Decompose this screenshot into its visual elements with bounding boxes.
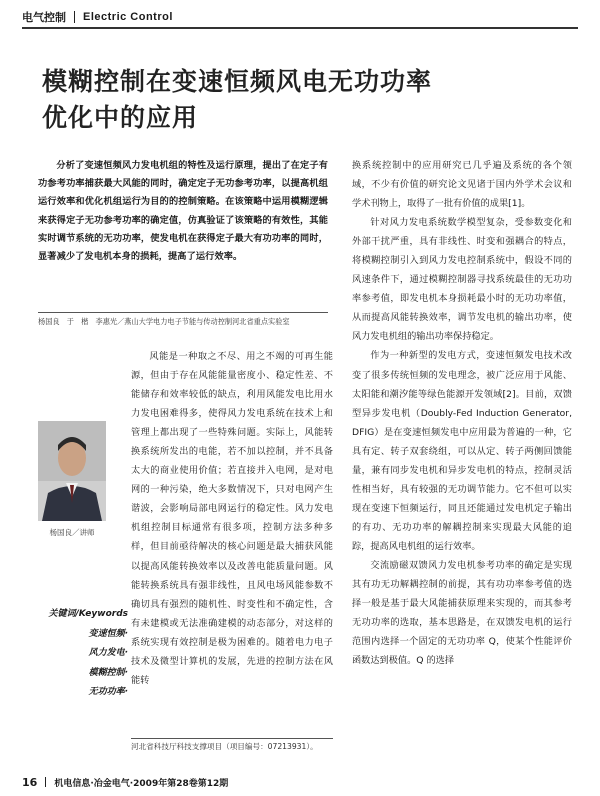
body-paragraph: 换系统控制中的应用研究已几乎遍及系统的各个领域，不少有价值的研究论文见诸于国内外学术会议和学术刊物上，取得了一批有价值的成果[1]。 (352, 160, 572, 210)
body-paragraph: 作为一种新型的发电方式，变速恒频发电技术改变了很多传统恒频的发电理念，被广泛应用于风能、太阳能和潮汐能等绿色能源开发领域[2]。目前，双馈型异步发电机（Doubly-Fed Induction Generator, DFIG）是在变速恒频发电中应用最为普遍的一种，它具有定、转子双套绕组，可以从定、转子两侧回馈能量，兼有同步发电机和异步发电机的特点，控制灵活性相当好，具有较强的无功调节能力。它不但可以实现在变速下恒频运行，同且还能通过发电机定子输出的有功、无功功率的解耦控制来实现最大风能的追踪，提高风电机组的运行效率。 (352, 350, 572, 552)
keyword-item: 模糊控制· (88, 667, 128, 678)
footnote-rule (131, 738, 333, 739)
funding-footnote: 河北省科技厅科技支撑项目（项目编号：07213931）。 (131, 742, 318, 751)
title-line-1: 模糊控制在变速恒频风电无功功率 (42, 67, 433, 96)
abstract: 分析了变速恒频风力发电机组的特性及运行原理，提出了在定子有功参考功率捕获最大风能的同时，确定定子无功参考功率，以提高机组运行效率和优化机组运行为目的的控制策略。在该策略中运用模糊逻辑来获得定子无功参考功率的确定值，仿真验证了该策略的有效性，其能实时调节系统的无功功率，使发电机在获得定子最大有功功率的同时，显著减少了发电机本身的损耗，提高了运行效率。 (38, 160, 328, 263)
keyword-item: 风力发电· (88, 648, 128, 658)
right-column (352, 156, 572, 670)
page-number: 16 (22, 775, 38, 789)
section-name-en: Electric Control (83, 11, 173, 23)
body-paragraph: 针对风力发电系统数学模型复杂，受参数变化和外部干扰严重，具有非线性、时变和强耦合的特点，将模糊控制引入到风力发电控制系统中，假设不同的风速条件下，通过模糊控制器寻找系统最佳的无功功率参考值，即发电机本身损耗最小时的无功功率值，从而提高风能转换效率，调节发电机的输出功率，使风力发电机组的输出功率保持稳定。 (352, 217, 572, 343)
article-title (42, 64, 562, 136)
header-rule (22, 27, 578, 29)
header-separator (74, 11, 75, 23)
section-name-cn: 电气控制 (22, 11, 66, 24)
running-header (22, 8, 173, 26)
body-intro-paragraph: 风能是一种取之不尽、用之不竭的可再生能源，但由于存在风能能量密度小、稳定性差、不能储存和效率较低的缺点，利用风能发电比用水力发电困难得多，使得风力发电系统在技术上和管理上都出现了一些特殊问题。实际上，风能转换系统所发出的电能，若不加以控制，并不具备太大的商业使用价值；若直接并入电网，是对电网的一种污染，绝大多数情况下，只对电网产生谐波，会影响局部电网运行的稳定性。风力发电机组控制目标通常有很多项，控制方法多种多样，但目前亟待解决的核心问题是最大捕获风能以提高风能转换效率以及改善电能质量问题。风能转换系统具有强非线性，且风电场风能参数不确切具有强烈的随机性、时变性和不确定性，含有未建模或无法准确建模的动态部分，对这样的系统实现有效控制是极为困难的。随着电力电子技术及微型计算机的发展，先进的控制方法在风能转 (131, 351, 333, 686)
page-footer (22, 775, 578, 789)
footer-separator (45, 777, 46, 787)
author-affiliation: 杨国良 于 楷 李惠光／燕山大学电力电子节能与传动控制河北省重点实验室 (38, 312, 328, 329)
photo-caption: 杨国良／讲师 (49, 528, 95, 537)
keywords-label: 关键词/Keywords (48, 609, 128, 619)
keyword-item: 无功功率· (88, 687, 128, 697)
body-paragraph: 交流励磁双馈风力发电机参考功率的确定是实现其有功无功解耦控制的前提，其有功功率参考值的选择一般是基于最大风能捕获原理来实现的，而其参考无功功率的选取，基本思路是，在双馈发电机的运行范围内选择一个固定的无功功率 Q，使某个性能评价函数达到极值。Q 的选择 (352, 559, 572, 667)
journal-citation: 机电信息·冶金电气·2009年第28卷第12期 (54, 778, 229, 789)
author-photo (38, 421, 106, 521)
keywords-block (36, 605, 128, 703)
title-line-2: 优化中的应用 (42, 103, 199, 132)
author-portrait-image (38, 421, 106, 521)
keyword-item: 变速恒频· (88, 628, 128, 639)
